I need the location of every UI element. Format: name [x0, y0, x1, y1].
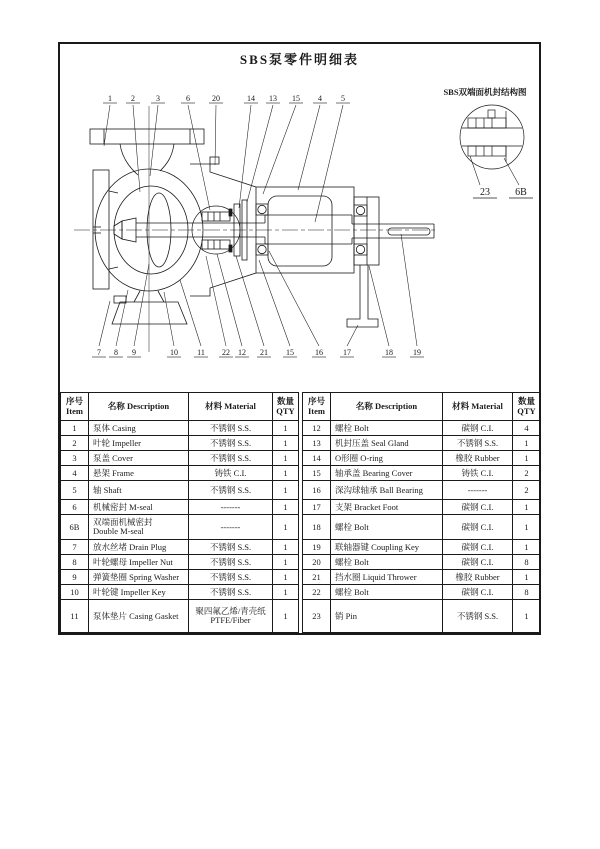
item-cell: 2 [61, 436, 89, 451]
desc-cell: O形圈 O-ring [331, 451, 443, 466]
qty-cell: 1 [513, 540, 541, 555]
header-qty: 数量 QTY [513, 393, 541, 421]
qty-cell: 1 [273, 555, 299, 570]
table-row [61, 436, 299, 451]
table-row [303, 500, 541, 515]
callout-number: 20 [212, 94, 220, 103]
item-cell: 20 [303, 555, 331, 570]
table-row [61, 515, 299, 540]
table-row [303, 540, 541, 555]
mat-cell: 橡胶 Rubber [443, 451, 513, 466]
mat-cell: 不锈钢 S.S. [189, 421, 273, 436]
item-cell: 4 [61, 466, 89, 481]
page-title: SBS泵零件明细表 [239, 52, 360, 67]
page-border-frame [58, 42, 541, 635]
mat-cell: 不锈钢 S.S. [189, 555, 273, 570]
mat-cell: 碳钢 C.I. [443, 540, 513, 555]
table-row [303, 515, 541, 540]
item-cell: 17 [303, 500, 331, 515]
mat-cell: 铸铁 C.I. [189, 466, 273, 481]
callout-number: 8 [114, 348, 118, 357]
mat-cell: 碳钢 C.I. [443, 555, 513, 570]
callout-number: 15 [292, 94, 300, 103]
desc-cell: 螺栓 Bolt [331, 585, 443, 600]
desc-cell: 销 Pin [331, 600, 443, 633]
item-cell: 6 [61, 500, 89, 515]
qty-cell: 1 [273, 585, 299, 600]
item-cell: 23 [303, 600, 331, 633]
inset-title: SBS双端面机封结构图 [443, 87, 527, 97]
item-cell: 5 [61, 481, 89, 500]
table-row [303, 466, 541, 481]
item-cell: 15 [303, 466, 331, 481]
qty-cell: 1 [273, 500, 299, 515]
qty-cell: 1 [513, 451, 541, 466]
qty-cell: 4 [513, 421, 541, 436]
callout-number: 6 [186, 94, 190, 103]
desc-cell: 泵体垫片 Casing Gasket [89, 600, 189, 633]
item-cell: 21 [303, 570, 331, 585]
desc-cell: 螺栓 Bolt [331, 421, 443, 436]
mat-cell: 碳钢 C.I. [443, 515, 513, 540]
table-row [61, 555, 299, 570]
mat-cell: 不锈钢 S.S. [189, 436, 273, 451]
desc-cell: 机封压盖 Seal Gland [331, 436, 443, 451]
mat-cell: ------- [443, 481, 513, 500]
callout-number: 16 [315, 348, 323, 357]
table-row [61, 600, 299, 633]
desc-cell: 双端面机械密封 Double M-seal [89, 515, 189, 540]
table-row [61, 451, 299, 466]
callout-number: 19 [413, 348, 421, 357]
qty-cell: 8 [513, 585, 541, 600]
item-cell: 3 [61, 451, 89, 466]
mat-cell: 不锈钢 S.S. [443, 436, 513, 451]
qty-cell: 1 [273, 570, 299, 585]
table-header-row [61, 393, 299, 421]
desc-cell: 叶轮 Impeller [89, 436, 189, 451]
parts-list-tables [60, 392, 539, 633]
desc-cell: 挡水圈 Liquid Thrower [331, 570, 443, 585]
callout-number: 4 [318, 94, 322, 103]
header-item: 序号 Item [303, 393, 331, 421]
header-material: 材料 Material [189, 393, 273, 421]
item-cell: 16 [303, 481, 331, 500]
header-description: 名称 Description [89, 393, 189, 421]
callout-number: 13 [269, 94, 277, 103]
table-row [303, 570, 541, 585]
callout-number: 15 [286, 348, 294, 357]
callout-number: 7 [97, 348, 101, 357]
desc-cell: 轴承盖 Bearing Cover [331, 466, 443, 481]
desc-cell: 泵体 Casing [89, 421, 189, 436]
qty-cell: 1 [513, 500, 541, 515]
mat-cell: 碳钢 C.I. [443, 421, 513, 436]
table-row [303, 421, 541, 436]
item-cell: 12 [303, 421, 331, 436]
qty-cell: 1 [273, 481, 299, 500]
qty-cell: 1 [513, 570, 541, 585]
qty-cell: 1 [273, 451, 299, 466]
mat-cell: 橡胶 Rubber [443, 570, 513, 585]
mat-cell: ------- [189, 515, 273, 540]
mat-cell: 不锈钢 S.S. [443, 600, 513, 633]
desc-cell: 悬架 Frame [89, 466, 189, 481]
table-row [303, 481, 541, 500]
header-description: 名称 Description [331, 393, 443, 421]
callout-number: 9 [132, 348, 136, 357]
desc-cell: 联轴器键 Coupling Key [331, 540, 443, 555]
top-callout-numbers [108, 94, 345, 103]
mat-cell: 不锈钢 S.S. [189, 570, 273, 585]
qty-cell: 1 [513, 436, 541, 451]
item-cell: 11 [61, 600, 89, 633]
table-row [303, 585, 541, 600]
item-cell: 19 [303, 540, 331, 555]
mat-cell: 聚四氟乙烯/青壳纸 PTFE/Fiber [189, 600, 273, 633]
table-row [303, 451, 541, 466]
mat-cell: 不锈钢 S.S. [189, 481, 273, 500]
callout-number: 18 [385, 348, 393, 357]
qty-cell: 1 [273, 600, 299, 633]
header-material: 材料 Material [443, 393, 513, 421]
header-qty: 数量 QTY [273, 393, 299, 421]
item-cell: 6B [61, 515, 89, 540]
callout-number: 5 [341, 94, 345, 103]
callout-number: 10 [170, 348, 178, 357]
callout-number: 17 [343, 348, 351, 357]
item-cell: 7 [61, 540, 89, 555]
qty-cell: 8 [513, 555, 541, 570]
bottom-callout-numbers [97, 348, 421, 357]
item-cell: 10 [61, 585, 89, 600]
table-header-row [303, 393, 541, 421]
desc-cell: 深沟球轴承 Ball Bearing [331, 481, 443, 500]
desc-cell: 螺栓 Bolt [331, 515, 443, 540]
qty-cell: 1 [273, 466, 299, 481]
item-cell: 22 [303, 585, 331, 600]
table-row [303, 600, 541, 633]
callout-number: 11 [197, 348, 205, 357]
mat-cell: 碳钢 C.I. [443, 500, 513, 515]
mat-cell: 不锈钢 S.S. [189, 540, 273, 555]
callout-number: 14 [247, 94, 255, 103]
desc-cell: 放水丝堵 Drain Plug [89, 540, 189, 555]
item-cell: 14 [303, 451, 331, 466]
mat-cell: 不锈钢 S.S. [189, 585, 273, 600]
desc-cell: 支架 Bracket Foot [331, 500, 443, 515]
item-cell: 13 [303, 436, 331, 451]
desc-cell: 弹簧垫圈 Spring Washer [89, 570, 189, 585]
callout-number: 3 [156, 94, 160, 103]
qty-cell: 1 [273, 421, 299, 436]
pump-cross-section-drawing [60, 44, 539, 390]
inset-label-23: 23 [480, 187, 490, 198]
callout-number: 2 [131, 94, 135, 103]
qty-cell: 1 [513, 515, 541, 540]
qty-cell: 1 [273, 436, 299, 451]
seal-detail-inset [443, 87, 533, 198]
header-item: 序号 Item [61, 393, 89, 421]
callout-number: 12 [238, 348, 246, 357]
callout-number: 1 [108, 94, 112, 103]
item-cell: 18 [303, 515, 331, 540]
qty-cell: 2 [513, 481, 541, 500]
desc-cell: 泵盖 Cover [89, 451, 189, 466]
qty-cell: 1 [273, 515, 299, 540]
table-row [61, 421, 299, 436]
pump-outline [90, 129, 434, 327]
callout-number: 21 [260, 348, 268, 357]
callout-number: 22 [222, 348, 230, 357]
mat-cell: 不锈钢 S.S. [189, 451, 273, 466]
desc-cell: 叶轮键 Impeller Key [89, 585, 189, 600]
table-row [303, 436, 541, 451]
mat-cell: ------- [189, 500, 273, 515]
desc-cell: 机械密封 M-seal [89, 500, 189, 515]
desc-cell: 叶轮螺母 Impeller Nut [89, 555, 189, 570]
table-row [61, 481, 299, 500]
qty-cell: 1 [513, 600, 541, 633]
item-cell: 1 [61, 421, 89, 436]
item-cell: 9 [61, 570, 89, 585]
parts-table-right [302, 392, 541, 633]
qty-cell: 2 [513, 466, 541, 481]
parts-table-left [60, 392, 299, 633]
table-row [61, 466, 299, 481]
desc-cell: 螺栓 Bolt [331, 555, 443, 570]
qty-cell: 1 [273, 540, 299, 555]
item-cell: 8 [61, 555, 89, 570]
table-row [61, 500, 299, 515]
table-row [61, 585, 299, 600]
table-row [61, 540, 299, 555]
desc-cell: 轴 Shaft [89, 481, 189, 500]
table-row [303, 555, 541, 570]
table-row [61, 570, 299, 585]
mat-cell: 铸铁 C.I. [443, 466, 513, 481]
inset-label-6b: 6B [515, 187, 527, 198]
mat-cell: 碳钢 C.I. [443, 585, 513, 600]
